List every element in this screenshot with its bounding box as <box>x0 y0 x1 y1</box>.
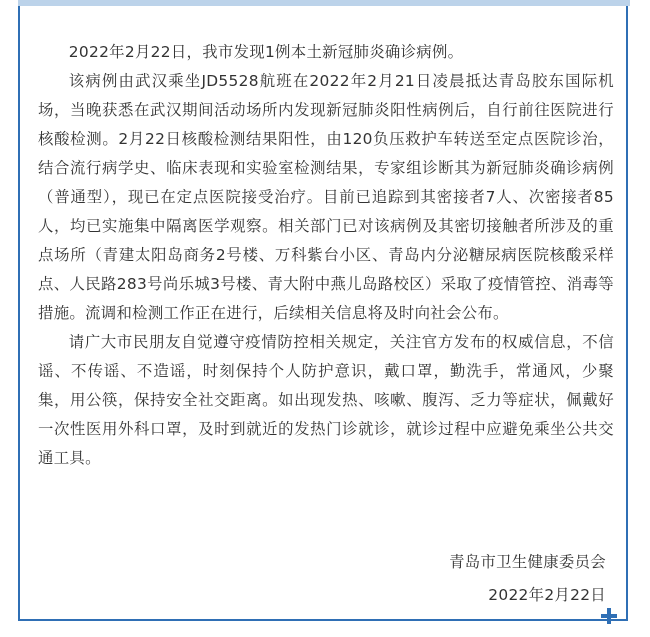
signature-date: 2022年2月22日 <box>488 586 606 604</box>
signature-organization: 青岛市卫生健康委员会 <box>449 553 606 571</box>
plus-icon <box>601 608 617 624</box>
paragraph-announcement: 2022年2月22日，我市发现1例本土新冠肺炎确诊病例。 <box>68 43 464 61</box>
paragraph-case-details: 该病例由武汉乘坐JD5528航班在2022年2月21日凌晨抵达青岛胶东国际机场，当晚获悉在武汉期间活动场所内发现新冠肺炎阳性病例后，自行前往医院进行核酸检测。2月22日核酸检测结果阳性，由120负压救护车转送至定点医院诊治，结合流行病学史、临床表现和实验室检测结果，专家组诊断其为新冠肺炎确诊病例（普通型），现已在定点医院接受治疗。目前已追踪到其密接者7人、次密接者85人，均已实施集中隔离医学观察。相关部门已对该病例及其密切接触者所涉及的重点场所（青建太阳岛商务2号楼、万科紫台小区、青岛内分泌糖尿病医院核酸采样点、人民路283号尚乐城3号楼、青大附中燕儿岛路校区）采取了疫情管控、消毒等措施。流调和检测工作正在进行，后续相关信息将及时向社会公布。 <box>38 72 614 322</box>
paragraph-public-advice: 请广大市民朋友自觉遵守疫情防控相关规定，关注官方发布的权威信息，不信谣、不传谣、不造谣，时刻保持个人防护意识，戴口罩，勤洗手，常通风，少聚集，用公筷，保持安全社交距离。如出现发热、咳嗽、腹泻、乏力等症状，佩戴好一次性医用外科口罩，及时到就近的发热门诊就诊，就诊过程中应避免乘坐公共交通工具。 <box>38 333 614 467</box>
notice-body <box>38 38 614 473</box>
